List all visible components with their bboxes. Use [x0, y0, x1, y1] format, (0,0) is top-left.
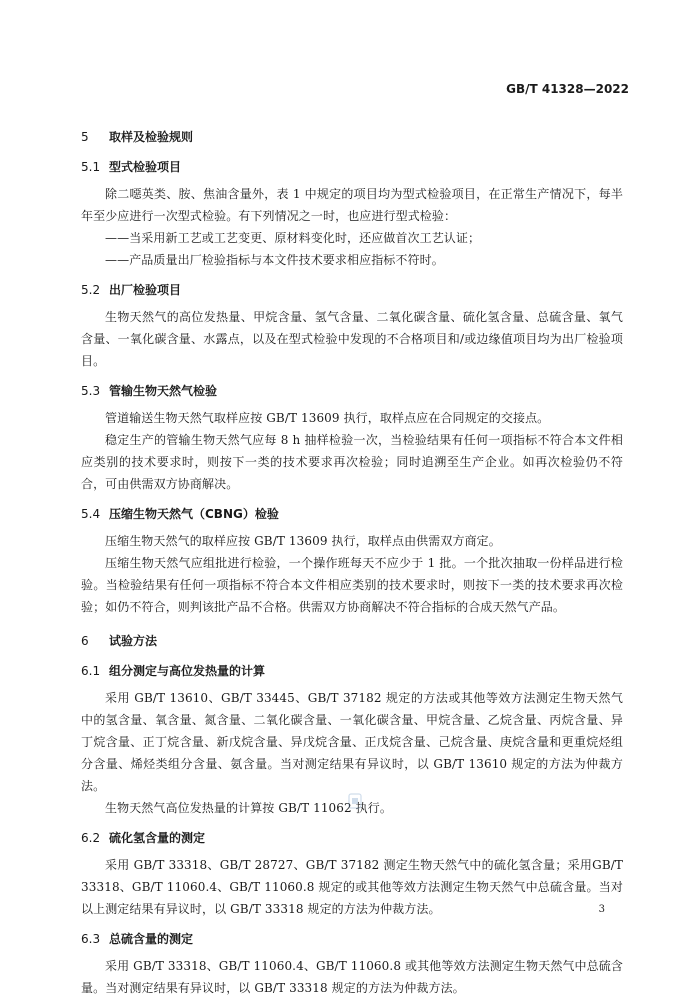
section-title: 试验方法 — [109, 634, 158, 648]
paragraph: 除二噁英类、胺、焦油含量外，表 1 中规定的项目均为型式检验项目，在正常生产情况下，每半年至少应进行一次型式检验。有下列情况之一时，也应进行型式检验： — [81, 187, 623, 223]
paragraph: 生物天然气的高位发热量、甲烷含量、氢气含量、二氧化碳含量、硫化氢含量、总硫含量、氧气含量、一氧化碳含量、水露点，以及在型式检验中发现的不合格项目和/或边缘值项目均为出厂检验项目。 — [81, 310, 623, 368]
section-5-1-heading — [81, 158, 623, 176]
paragraph: 采用 GB/T 13610、GB/T 33445、GB/T 37182 规定的方法或其他等效方法测定生物天然气中的氢含量、氧含量、氮含量、二氧化碳含量、一氧化碳含量、甲烷含量、乙烷含量、丙烷含量、异丁烷含量、正丁烷含量、新戊烷含量、异戊烷含量、正戊烷含量、己烷含量、庚烷含量和更重烷烃组分含量、烯烃类组分含量、氨含量。当对测定结果有异议时，以 GB/T 13610 规定的方法为仲裁方法。 — [81, 691, 623, 793]
paragraph: 生物天然气高位发热量的计算按 GB/T 11062 执行。 — [105, 801, 392, 815]
paragraph: 采用 GB/T 33318、GB/T 28727、GB/T 37182 测定生物天然气中的硫化氢含量；采用GB/T 33318、GB/T 11060.4、GB/T 11060.8 规定的或其他等效方法测定生物天然气中总硫含量。当对以上测定结果有异议时，以 GB/T 33318 规定的方法为仲裁方法。 — [81, 858, 623, 916]
section-number: 6.2 — [81, 831, 101, 845]
section-number: 6.1 — [81, 664, 101, 678]
list-item: ——当采用新工艺或工艺变更、原材料变化时，还应做首次工艺认证； — [105, 231, 481, 245]
paragraph: 管道输送生物天然气取样应按 GB/T 13609 执行，取样点应在合同规定的交接点。 — [105, 411, 550, 425]
paragraph: 压缩生物天然气的取样应按 GB/T 13609 执行，取样点由供需双方商定。 — [105, 534, 501, 548]
section-number: 6 — [81, 634, 89, 648]
section-title: 型式检验项目 — [109, 160, 182, 174]
section-title: 组分测定与高位发热量的计算 — [109, 664, 266, 678]
section-5-2-heading — [81, 281, 623, 299]
section-title: 取样及检验规则 — [109, 130, 194, 144]
standard-number: GB/T 41328—2022 — [506, 82, 629, 96]
section-6-3-heading — [81, 930, 623, 948]
section-title: 硫化氢含量的测定 — [109, 831, 206, 845]
document-body — [81, 128, 623, 999]
section-title: 管输生物天然气检验 — [109, 384, 218, 398]
section-5-3-heading — [81, 382, 623, 400]
section-number: 5 — [81, 130, 89, 144]
section-title: 压缩生物天然气（CBNG）检验 — [109, 507, 279, 521]
section-title: 出厂检验项目 — [109, 283, 182, 297]
section-title: 总硫含量的测定 — [109, 932, 194, 946]
section-number: 5.1 — [81, 160, 101, 174]
section-5-heading — [81, 128, 623, 146]
list-item: ——产品质量出厂检验指标与本文件技术要求相应指标不符时。 — [105, 253, 444, 267]
section-number: 5.2 — [81, 283, 101, 297]
section-5-4-heading — [81, 505, 623, 523]
paragraph: 稳定生产的管输生物天然气应每 8 h 抽样检验一次，当检验结果有任何一项指标不符合本文件相应类别的技术要求时，则按下一类的技术要求再次检验；同时追溯至生产企业。如再次检验仍不符合，可由供需双方协商解决。 — [81, 433, 623, 491]
section-number: 6.3 — [81, 932, 101, 946]
paragraph: 采用 GB/T 33318、GB/T 11060.4、GB/T 11060.8 或其他等效方法测定生物天然气中总硫含量。当对测定结果有异议时，以 GB/T 33318 规定的方法为仲裁方法。 — [81, 959, 623, 995]
section-6-2-heading — [81, 829, 623, 847]
section-number: 5.3 — [81, 384, 101, 398]
section-6-heading — [81, 632, 623, 650]
watermark-logo — [348, 793, 362, 809]
page-number: 3 — [598, 904, 605, 915]
section-6-1-heading — [81, 662, 623, 680]
paragraph: 压缩生物天然气应组批进行检验，一个操作班每天不应少于 1 批。一个批次抽取一份样品进行检验。当检验结果有任何一项指标不符合本文件相应类别的技术要求时，则按下一类的技术要求再次检验；如仍不符合，则判该批产品不合格。供需双方协商解决不符合指标的合成天然气产品。 — [81, 556, 623, 614]
section-number: 5.4 — [81, 507, 101, 521]
